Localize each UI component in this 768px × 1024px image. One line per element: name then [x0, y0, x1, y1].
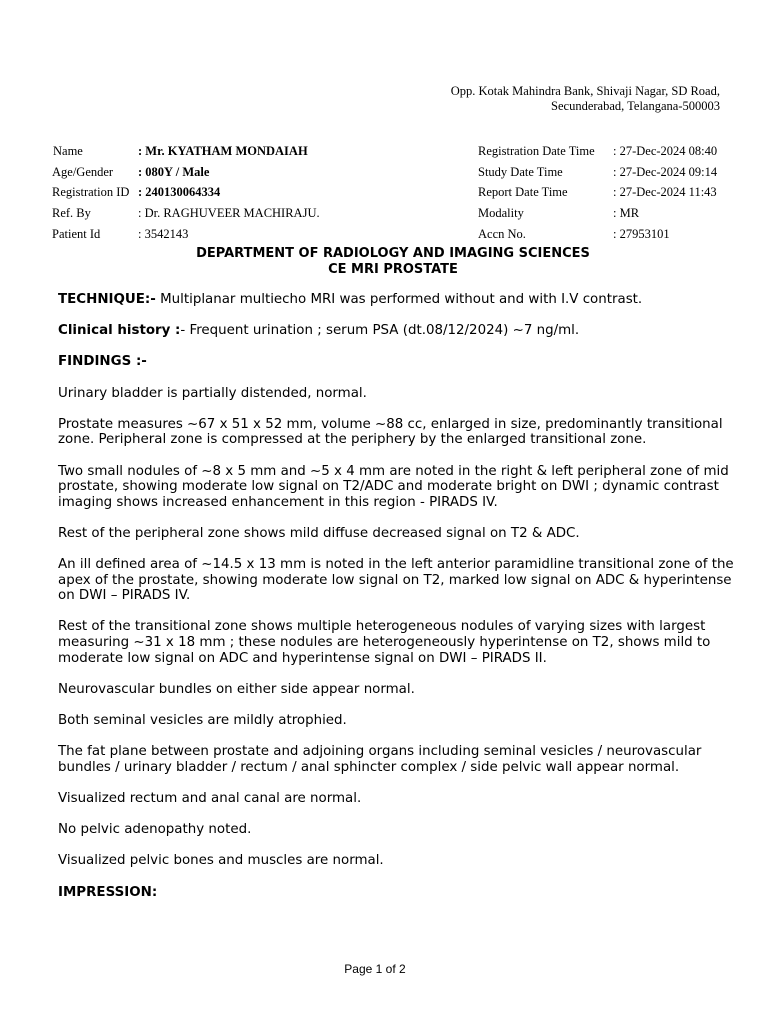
patient-row-pid: [52, 227, 732, 247]
study-date-value: : 27-Dec-2024 09:14: [613, 165, 718, 179]
report-date-label: Report Date Time: [478, 185, 568, 199]
technique-label: TECHNIQUE:-: [58, 292, 156, 307]
address-line-1: Opp. Kotak Mahindra Bank, Shivaji Nagar, SD Road,: [450, 84, 720, 98]
clinical-history-text: - Frequent urination ; serum PSA (dt.08/12/2024) ~7 ng/ml.: [180, 323, 580, 339]
finding-paragraph: No pelvic adenopathy noted.: [58, 822, 252, 838]
age-gender-label: Age/Gender: [52, 165, 114, 179]
registration-date-value: : 27-Dec-2024 08:40: [613, 144, 718, 158]
finding-paragraph: Both seminal vesicles are mildly atrophied.: [58, 713, 347, 729]
accn-no-label: Accn No.: [478, 227, 526, 241]
finding-paragraph: Neurovascular bundles on either side appear normal.: [58, 681, 415, 697]
impression-heading: IMPRESSION:: [58, 884, 158, 900]
report-body: [58, 292, 738, 916]
patient-row-name: [52, 144, 732, 164]
clinical-history-label: Clinical history :: [58, 323, 181, 339]
address-line-2: Secunderabad, Telangana-500003: [551, 99, 720, 113]
modality-label: Modality: [478, 206, 524, 220]
patient-row-age: [52, 165, 732, 185]
findings-heading: FINDINGS :-: [58, 354, 147, 370]
hospital-address: [451, 84, 720, 114]
name-label: Name: [53, 144, 83, 158]
finding-paragraph: The fat plane between prostate and adjoining organs including seminal vesicles / neurovascular bundles / urinary bladder / rectum / anal sphincter complex / side pelvic wall appear normal.: [58, 744, 702, 775]
patient-row-regid: [52, 185, 732, 205]
registration-date-label: Registration Date Time: [478, 144, 595, 158]
name-value: : Mr. KYATHAM MONDAIAH: [138, 144, 308, 158]
modality-value: : MR: [613, 206, 640, 220]
finding-paragraph: An ill defined area of ~14.5 x 13 mm is noted in the left anterior paramidline transitional zone of the apex of the prostate, showing moderate low signal on T2, marked low signal on ADC & hyperintense on DWI – PIRADS IV.: [58, 557, 734, 604]
finding-paragraph: Visualized pelvic bones and muscles are normal.: [58, 853, 384, 869]
finding-paragraph: Urinary bladder is partially distended, normal.: [58, 385, 367, 401]
registration-id-label: Registration ID: [52, 185, 130, 199]
technique-text: Multiplanar multiecho MRI was performed without and with I.V contrast.: [155, 292, 643, 307]
technique-paragraph: [58, 292, 738, 308]
page-number: Page 1 of 2: [344, 962, 406, 976]
study-title: CE MRI PROSTATE: [328, 262, 458, 277]
finding-paragraph: Two small nodules of ~8 x 5 mm and ~5 x 4 mm are noted in the right & left peripheral zone of mid prostate, showing moderate low signal on T2/ADC and moderate bright on DWI ; dynamic contrast imaging shows increased enhancement in this region - PIRADS IV.: [58, 463, 729, 510]
accn-no-value: : 27953101: [613, 227, 670, 241]
department-title: DEPARTMENT OF RADIOLOGY AND IMAGING SCIENCES: [196, 246, 590, 261]
history-paragraph: [58, 323, 738, 339]
finding-paragraph: Visualized rectum and anal canal are normal.: [58, 791, 362, 806]
finding-paragraph: Prostate measures ~67 x 51 x 52 mm, volume ~88 cc, enlarged in size, predominantly transitional zone. Peripheral zone is compressed at the periphery by the enlarged transitional zone.: [58, 416, 723, 448]
report-date-value: : 27-Dec-2024 11:43: [613, 185, 717, 199]
finding-paragraph: Rest of the peripheral zone shows mild diffuse decreased signal on T2 & ADC.: [58, 525, 580, 541]
patient-id-label: Patient Id: [52, 227, 101, 241]
ref-by-value: : Dr. RAGHUVEER MACHIRAJU.: [138, 206, 320, 220]
registration-id-value: : 240130064334: [138, 185, 221, 199]
patient-id-value: : 3542143: [138, 227, 189, 241]
report-heading: [0, 246, 768, 278]
study-date-label: Study Date Time: [478, 165, 563, 179]
age-gender-value: : 080Y / Male: [138, 165, 210, 179]
finding-paragraph: Rest of the transitional zone shows multiple heterogeneous nodules of varying sizes with largest measuring ~31 x 18 mm ; these nodules are heterogeneously hyperintense on T2, shows mild to moderate low signal on ADC and hyperintense signal on DWI – PIRADS II.: [58, 619, 711, 666]
patient-row-refby: [52, 206, 732, 226]
ref-by-label: Ref. By: [52, 206, 91, 220]
